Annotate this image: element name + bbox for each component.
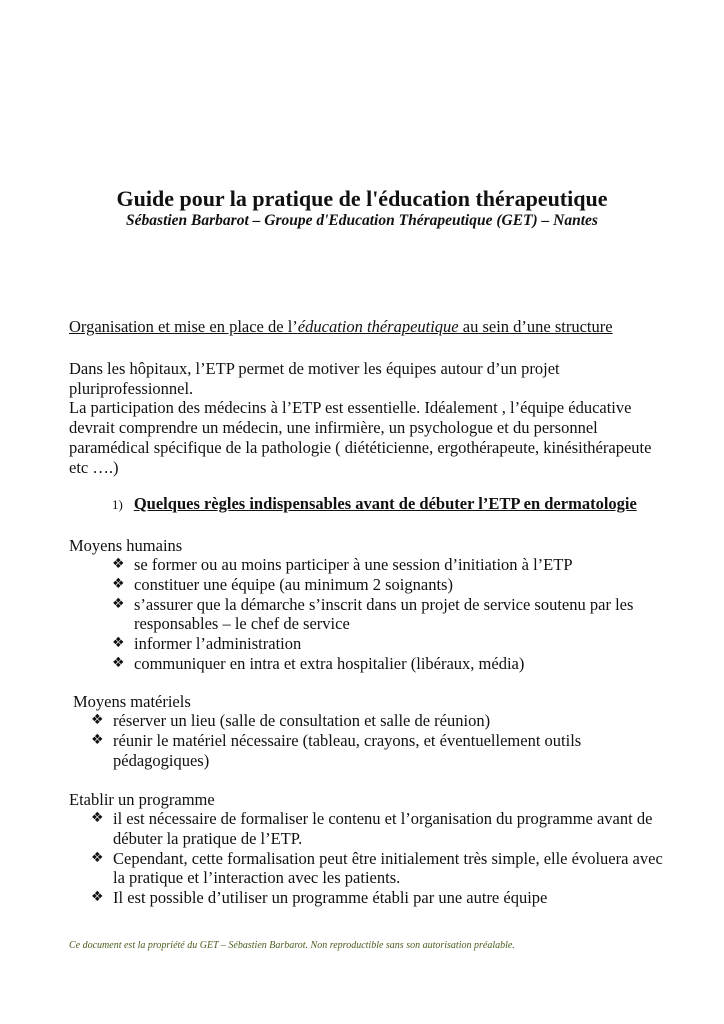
heading-italic: éducation thérapeutique <box>297 317 459 336</box>
diamond-bullet-icon: ❖ <box>112 575 125 592</box>
heading-part-1: Organisation et mise en place de l’ <box>69 317 298 336</box>
intro-paragraph-1: Dans les hôpitaux, l’ETP permet de motiver les équipes autour d’un projet pluriprofessionnel. <box>69 359 560 398</box>
diamond-bullet-icon: ❖ <box>91 849 104 866</box>
list-item: ❖ réunir le matériel nécessaire (tableau, crayons, et éventuellement outils pédagogiques) <box>91 730 582 770</box>
moyens-materiels-list <box>91 711 671 770</box>
list-item: ❖ communiquer en intra et extra hospitalier (libéraux, média) <box>112 653 525 673</box>
list-item: ❖ réserver un lieu (salle de consultation et salle de réunion) <box>91 711 491 730</box>
section-1-heading <box>112 494 637 514</box>
programme-label: Etablir un programme <box>69 790 215 809</box>
list-item: ❖ Il est possible d’utiliser un programme établi par une autre équipe <box>91 888 548 908</box>
document-subtitle: Sébastien Barbarot – Groupe d'Education Thérapeutique (GET) – Nantes <box>126 212 598 229</box>
diamond-bullet-icon: ❖ <box>112 556 125 572</box>
section-1-title: Quelques règles indispensables avant de débuter l’ETP en dermatologie <box>133 494 637 513</box>
list-item: ❖ s’assurer que la démarche s’inscrit dans un projet de service soutenu par les responsables – le chef de service <box>112 594 634 634</box>
document-title: Guide pour la pratique de l'éducation thérapeutique <box>116 186 608 211</box>
diamond-bullet-icon: ❖ <box>112 635 125 652</box>
list-item: ❖ Cependant, cette formalisation peut être initialement très simple, elle évoluera avec la pratique et l’interaction avec les patients. <box>91 848 663 888</box>
footer-notice: Ce document est la propriété du GET – Sébastien Barbarot. Non reproductible sans son autorisation préalable. <box>69 940 515 951</box>
moyens-materiels-label: Moyens matériels <box>73 692 191 711</box>
diamond-bullet-icon: ❖ <box>91 889 104 906</box>
list-item: ❖ il est nécessaire de formaliser le contenu et l’organisation du programme avant de débuter la pratique de l’ETP. <box>91 809 653 848</box>
diamond-bullet-icon: ❖ <box>91 712 104 728</box>
list-item: ❖ se former ou au moins participer à une session d’initiation à l’ETP <box>112 555 573 574</box>
diamond-bullet-icon: ❖ <box>91 731 104 748</box>
diamond-bullet-icon: ❖ <box>112 654 125 671</box>
intro-paragraph-2: La participation des médecins à l’ETP est essentielle. Idéalement , l’équipe éducative devrait comprendre un médecin, une infirmière, un psychologue et du personnel paramédical spécifique de la pathologie ( diététicienne, ergothérapeute, kinésithérapeute etc ….) <box>69 398 652 477</box>
list-item: ❖ constituer une équipe (au minimum 2 soignants) <box>112 574 453 594</box>
list-item: ❖ informer l’administration <box>112 634 302 654</box>
heading-part-2: au sein d’une structure <box>458 317 613 336</box>
programme-list <box>91 809 671 908</box>
section-heading <box>69 317 613 337</box>
diamond-bullet-icon: ❖ <box>112 595 125 612</box>
moyens-humains-list <box>112 555 672 674</box>
diamond-bullet-icon: ❖ <box>91 810 104 826</box>
moyens-humains-label: Moyens humains <box>69 536 183 555</box>
section-1-number: 1) <box>112 497 123 512</box>
